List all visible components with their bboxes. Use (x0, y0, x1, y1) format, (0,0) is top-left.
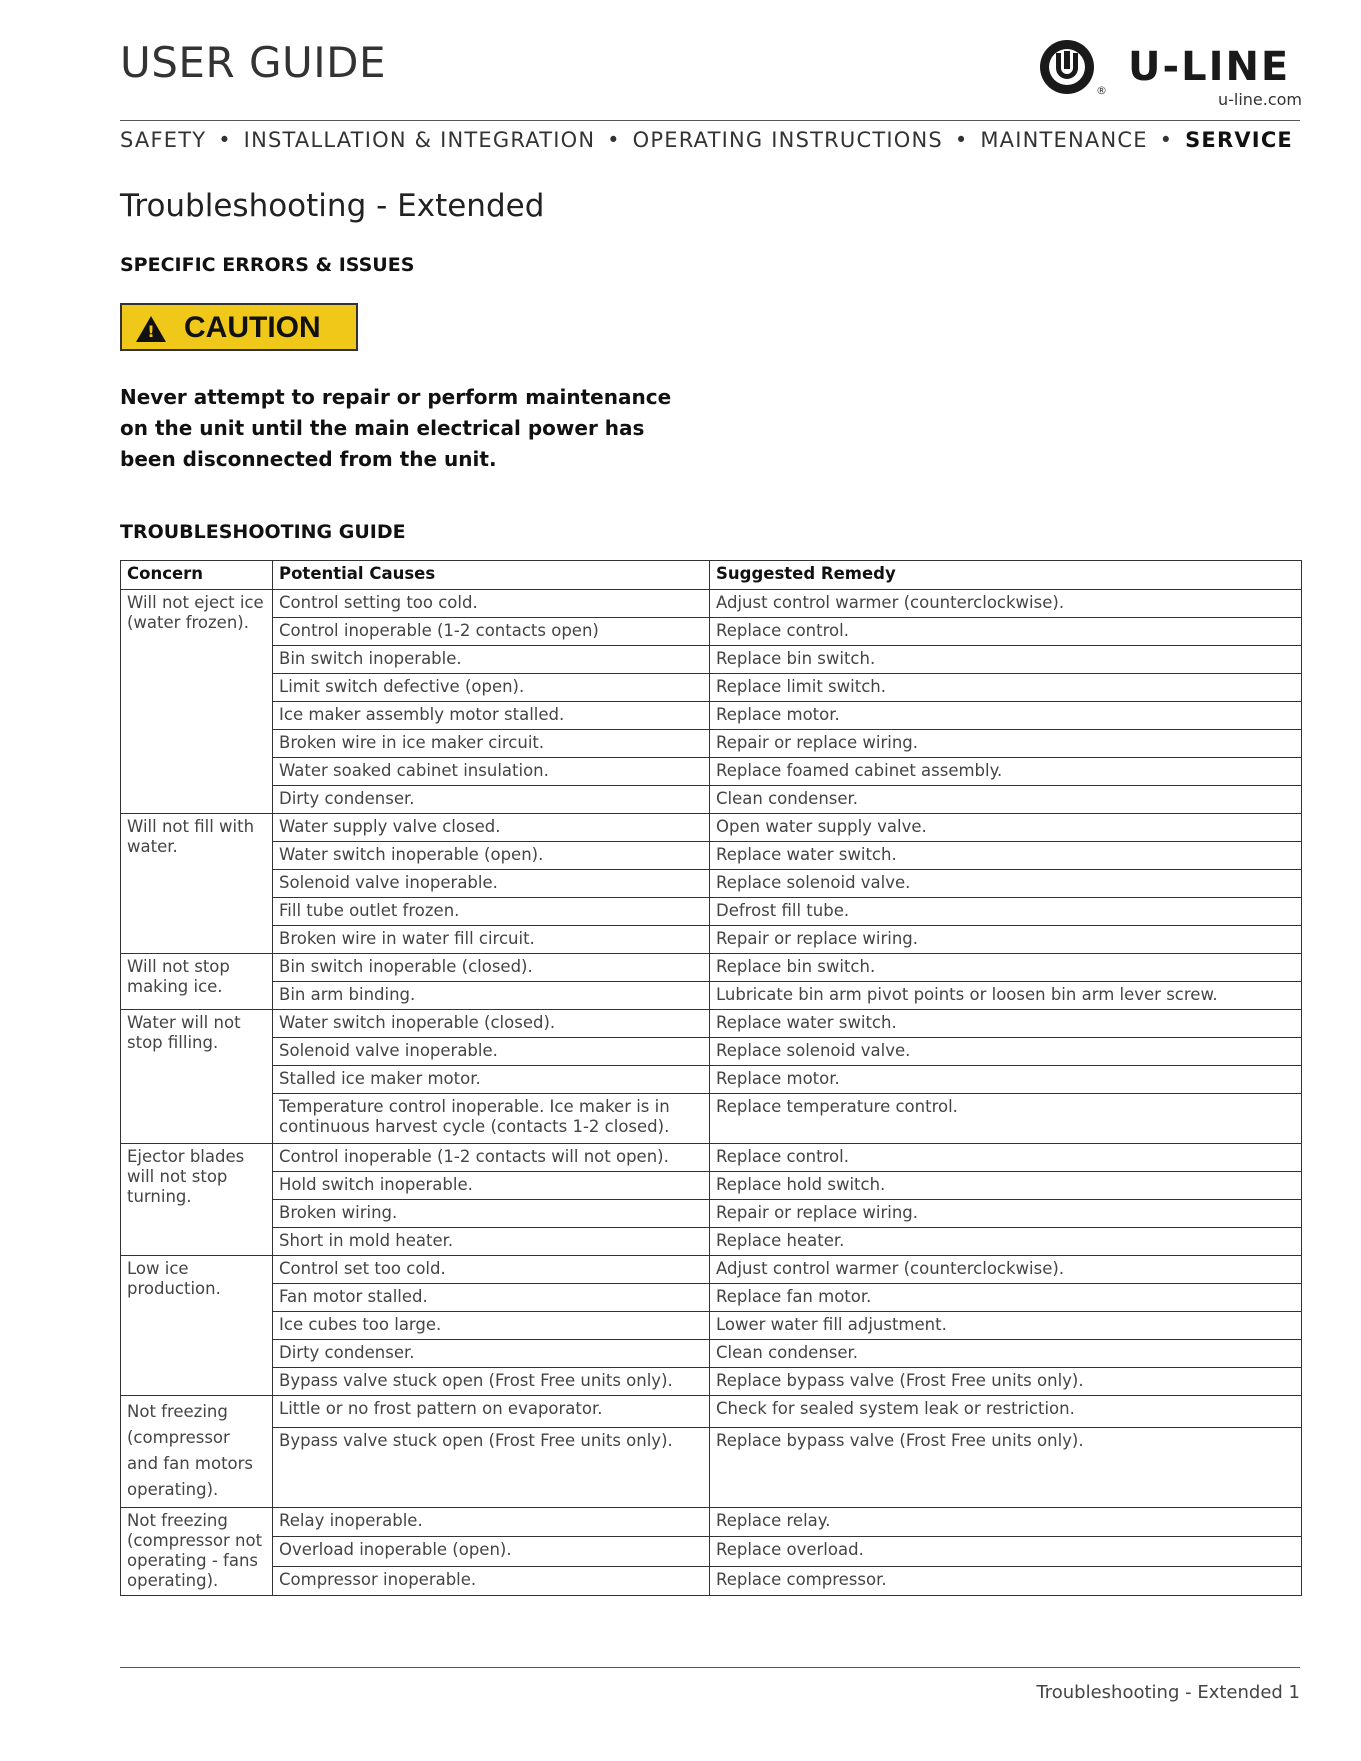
table-row (121, 590, 1302, 618)
nav-item-safety[interactable]: SAFETY (120, 128, 207, 152)
table-row (121, 870, 1302, 898)
cause-cell: Control inoperable (1-2 contacts open) (273, 618, 710, 646)
cause-cell: Bypass valve stuck open (Frost Free units only). (273, 1428, 710, 1508)
remedy-cell: Replace relay. (710, 1508, 1302, 1537)
table-row (121, 1537, 1302, 1566)
concern-cell: Will not fill with water. (121, 814, 273, 954)
cause-cell: Water supply valve closed. (273, 814, 710, 842)
cause-cell: Limit switch defective (open). (273, 674, 710, 702)
cause-cell: Short in mold heater. (273, 1228, 710, 1256)
concern-cell: Not freezing (compressor and fan motors operating). (121, 1396, 273, 1508)
remedy-cell: Lower water fill adjustment. (710, 1312, 1302, 1340)
remedy-cell: Replace bin switch. (710, 954, 1302, 982)
remedy-cell: Replace foamed cabinet assembly. (710, 758, 1302, 786)
cause-cell: Relay inoperable. (273, 1508, 710, 1537)
remedy-cell: Replace bin switch. (710, 646, 1302, 674)
remedy-cell: Replace limit switch. (710, 674, 1302, 702)
concern-cell: Ejector blades will not stop turning. (121, 1144, 273, 1256)
table-row (121, 1396, 1302, 1428)
cause-cell: Fill tube outlet frozen. (273, 898, 710, 926)
remedy-cell: Replace control. (710, 1144, 1302, 1172)
table-row (121, 674, 1302, 702)
nav-item-maintenance[interactable]: MAINTENANCE (980, 128, 1148, 152)
cause-cell: Broken wire in water fill circuit. (273, 926, 710, 954)
cause-cell: Bin switch inoperable. (273, 646, 710, 674)
page-title: Troubleshooting - Extended (120, 188, 545, 224)
cause-cell: Broken wire in ice maker circuit. (273, 730, 710, 758)
header-divider (120, 120, 1300, 121)
remedy-cell: Replace compressor. (710, 1566, 1302, 1595)
table-row (121, 1368, 1302, 1396)
remedy-cell: Clean condenser. (710, 786, 1302, 814)
table-row (121, 926, 1302, 954)
nav-separator: • (954, 128, 969, 152)
table-row (121, 1566, 1302, 1595)
remedy-cell: Replace motor. (710, 1066, 1302, 1094)
nav-separator: • (1159, 128, 1174, 152)
cause-cell: Control inoperable (1-2 contacts will not open). (273, 1144, 710, 1172)
cause-cell: Dirty condenser. (273, 1340, 710, 1368)
remedy-cell: Replace solenoid valve. (710, 870, 1302, 898)
table-row (121, 1066, 1302, 1094)
table-row (121, 1144, 1302, 1172)
brand-url: u-line.com (1217, 90, 1302, 109)
table-row (121, 898, 1302, 926)
remedy-cell: Replace temperature control. (710, 1094, 1302, 1144)
table-row (121, 786, 1302, 814)
column-header-remedy: Suggested Remedy (710, 561, 1302, 590)
concern-cell: Water will not stop filling. (121, 1010, 273, 1144)
cause-cell: Overload inoperable (open). (273, 1537, 710, 1566)
cause-cell: Stalled ice maker motor. (273, 1066, 710, 1094)
guide-title: USER GUIDE (120, 38, 387, 87)
troubleshooting-table (120, 560, 1302, 1596)
table-row (121, 1340, 1302, 1368)
table-row (121, 1038, 1302, 1066)
remedy-cell: Replace heater. (710, 1228, 1302, 1256)
nav-item-operating[interactable]: OPERATING INSTRUCTIONS (632, 128, 943, 152)
remedy-cell: Replace bypass valve (Frost Free units only). (710, 1368, 1302, 1396)
table-row (121, 1256, 1302, 1284)
cause-cell: Broken wiring. (273, 1200, 710, 1228)
remedy-cell: Replace solenoid valve. (710, 1038, 1302, 1066)
table-row (121, 1172, 1302, 1200)
remedy-cell: Repair or replace wiring. (710, 1200, 1302, 1228)
concern-cell: Will not eject ice (water frozen). (121, 590, 273, 814)
table-row (121, 730, 1302, 758)
remedy-cell: Check for sealed system leak or restriction. (710, 1396, 1302, 1428)
table-row (121, 1010, 1302, 1038)
cause-cell: Ice cubes too large. (273, 1312, 710, 1340)
caution-label: CAUTION (184, 311, 321, 344)
remedy-cell: Replace water switch. (710, 842, 1302, 870)
column-header-causes: Potential Causes (273, 561, 710, 590)
caution-text: Never attempt to repair or perform maintenance on the unit until the main electrical power has been disconnected from the unit. (120, 385, 672, 471)
cause-cell: Control set too cold. (273, 1256, 710, 1284)
remedy-cell: Replace fan motor. (710, 1284, 1302, 1312)
remedy-cell: Replace bypass valve (Frost Free units only). (710, 1428, 1302, 1508)
cause-cell: Bin arm binding. (273, 982, 710, 1010)
cause-cell: Dirty condenser. (273, 786, 710, 814)
cause-cell: Little or no frost pattern on evaporator. (273, 1396, 710, 1428)
remedy-cell: Open water supply valve. (710, 814, 1302, 842)
table-row (121, 1200, 1302, 1228)
table-row (121, 954, 1302, 982)
cause-cell: Solenoid valve inoperable. (273, 1038, 710, 1066)
cause-cell: Compressor inoperable. (273, 1566, 710, 1595)
section-nav (120, 128, 1300, 152)
registered-mark: ® (1096, 84, 1107, 97)
remedy-cell: Replace overload. (710, 1537, 1302, 1566)
table-row (121, 646, 1302, 674)
footer-divider (120, 1667, 1300, 1668)
table-row (121, 1228, 1302, 1256)
cause-cell: Water switch inoperable (open). (273, 842, 710, 870)
table-row (121, 842, 1302, 870)
cause-cell: Bin switch inoperable (closed). (273, 954, 710, 982)
table-header-row (121, 561, 1302, 590)
nav-item-service[interactable]: SERVICE (1185, 128, 1293, 152)
table-row (121, 814, 1302, 842)
remedy-cell: Clean condenser. (710, 1340, 1302, 1368)
brand-name: U-LINE (1128, 44, 1291, 90)
remedy-cell: Lubricate bin arm pivot points or loosen bin arm lever screw. (710, 982, 1302, 1010)
table-row (121, 1428, 1302, 1508)
nav-item-installation[interactable]: INSTALLATION & INTEGRATION (243, 128, 596, 152)
table-row (121, 702, 1302, 730)
cause-cell: Fan motor stalled. (273, 1284, 710, 1312)
caution-badge: ! CAUTION (120, 303, 358, 351)
uline-logo-icon (1040, 40, 1094, 94)
nav-separator: • (218, 128, 232, 152)
cause-cell: Ice maker assembly motor stalled. (273, 702, 710, 730)
remedy-cell: Replace control. (710, 618, 1302, 646)
specific-errors-heading: SPECIFIC ERRORS & ISSUES (120, 254, 415, 276)
concern-cell: Low ice production. (121, 1256, 273, 1396)
remedy-cell: Repair or replace wiring. (710, 926, 1302, 954)
table-row (121, 618, 1302, 646)
table-row (121, 1094, 1302, 1144)
cause-cell: Temperature control inoperable. Ice maker is in continuous harvest cycle (contacts 1-2 closed). (273, 1094, 710, 1144)
column-header-concern: Concern (121, 561, 273, 590)
footer-page-label: Troubleshooting - Extended 1 (1036, 1682, 1300, 1703)
cause-cell: Hold switch inoperable. (273, 1172, 710, 1200)
cause-cell: Solenoid valve inoperable. (273, 870, 710, 898)
cause-cell: Control setting too cold. (273, 590, 710, 618)
brand-logo (1040, 38, 1302, 110)
remedy-cell: Adjust control warmer (counterclockwise). (710, 590, 1302, 618)
table-row (121, 758, 1302, 786)
concern-cell: Will not stop making ice. (121, 954, 273, 1010)
remedy-cell: Repair or replace wiring. (710, 730, 1302, 758)
cause-cell: Water soaked cabinet insulation. (273, 758, 710, 786)
table-row (121, 1508, 1302, 1537)
remedy-cell: Adjust control warmer (counterclockwise). (710, 1256, 1302, 1284)
troubleshooting-guide-heading: TROUBLESHOOTING GUIDE (120, 521, 406, 543)
cause-cell: Bypass valve stuck open (Frost Free units only). (273, 1368, 710, 1396)
table-row (121, 982, 1302, 1010)
concern-cell: Not freezing (compressor not operating - fans operating). (121, 1508, 273, 1596)
remedy-cell: Replace water switch. (710, 1010, 1302, 1038)
table-row (121, 1312, 1302, 1340)
remedy-cell: Replace hold switch. (710, 1172, 1302, 1200)
table-row (121, 1284, 1302, 1312)
nav-separator: • (607, 128, 621, 152)
remedy-cell: Replace motor. (710, 702, 1302, 730)
remedy-cell: Defrost fill tube. (710, 898, 1302, 926)
cause-cell: Water switch inoperable (closed). (273, 1010, 710, 1038)
